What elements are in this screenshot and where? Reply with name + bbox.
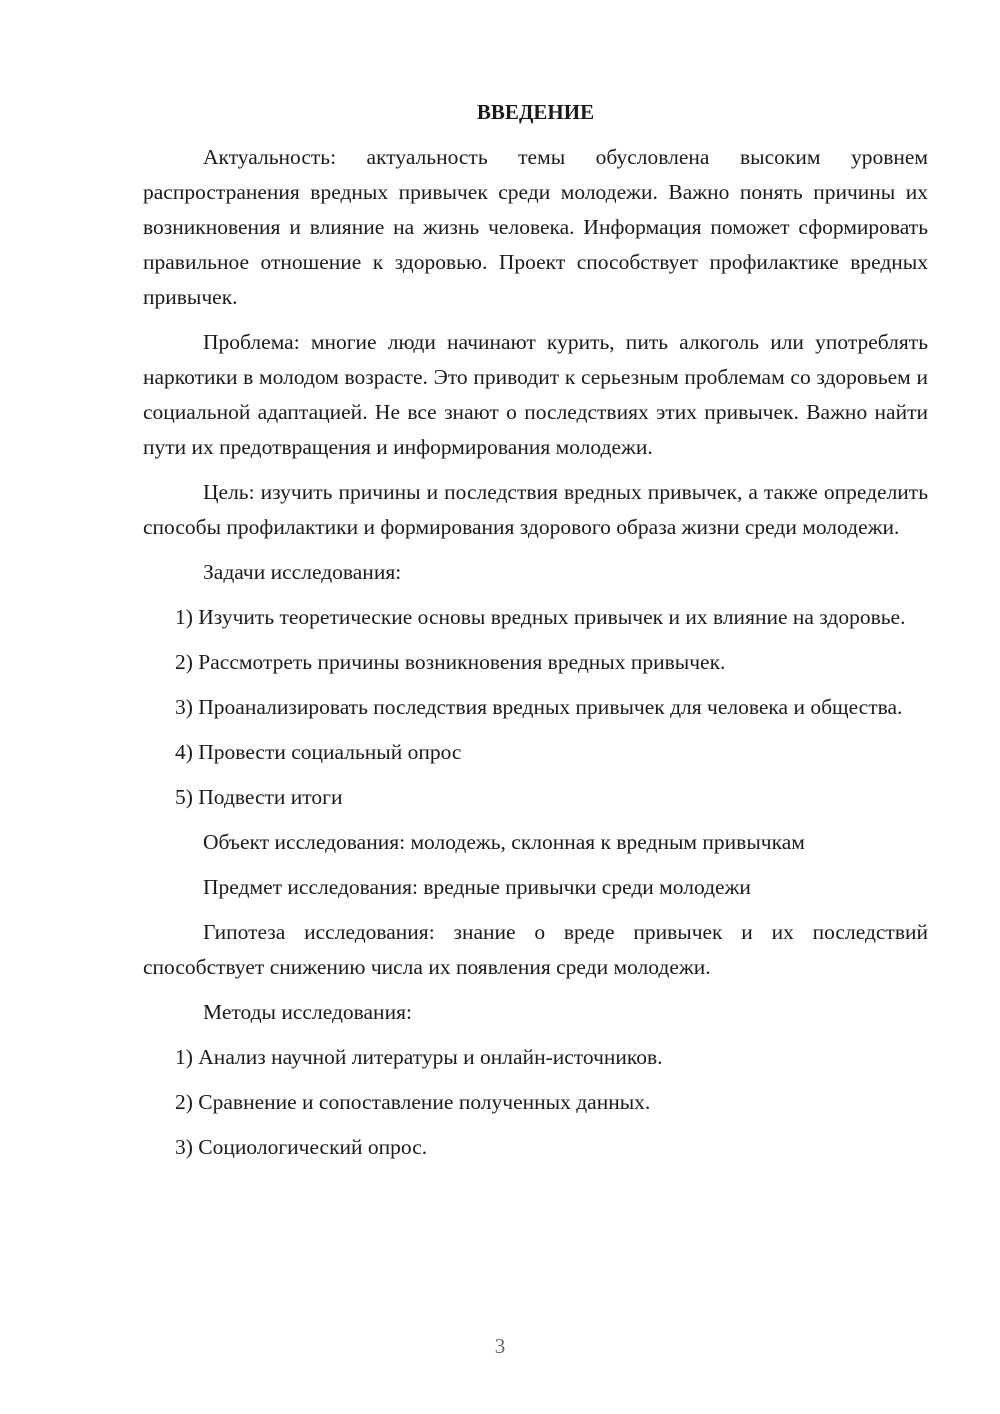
- method-item: 1) Анализ научной литературы и онлайн-источников.: [175, 1045, 663, 1069]
- task-item: 2) Рассмотреть причины возникновения вредных привычек.: [175, 650, 726, 674]
- research-subject: Предмет исследования: вредные привычки среди молодежи: [203, 875, 751, 899]
- research-object: Объект исследования: молодежь, склонная к вредным привычкам: [203, 830, 805, 854]
- methods-heading: Методы исследования:: [203, 1000, 412, 1024]
- page-content: [143, 95, 928, 1175]
- research-hypothesis: Гипотеза исследования: знание о вреде привычек и их последствий способствует снижению числа их появления среди молодежи.: [143, 920, 928, 979]
- relevance-paragraph: Актуальность: актуальность темы обусловлена высоким уровнем распространения вредных привычек среди молодежи. Важно понять причины их возникновения и влияние на жизнь человека. Информация поможет сформировать правильное отношение к здоровью. Проект способствует профилактике вредных привычек.: [143, 145, 928, 309]
- page-title: ВВЕДЕНИЕ: [476, 100, 595, 124]
- page-number: 3: [494, 1334, 506, 1358]
- task-item: 4) Провести социальный опрос: [175, 740, 462, 764]
- method-item: 3) Социологический опрос.: [175, 1135, 428, 1159]
- task-item: 5) Подвести итоги: [175, 785, 343, 809]
- task-item: 3) Проанализировать последствия вредных привычек для человека и общества.: [175, 695, 903, 719]
- method-item: 2) Сравнение и сопоставление полученных данных.: [175, 1090, 651, 1114]
- tasks-heading: Задачи исследования:: [203, 560, 402, 584]
- problem-paragraph: Проблема: многие люди начинают курить, пить алкоголь или употреблять наркотики в молодом возрасте. Это приводит к серьезным проблемам со здоровьем и социальной адаптацией. Не все знают о последствиях этих привычек. Важно найти пути их предотвращения и информирования молодежи.: [143, 330, 928, 459]
- task-item: 1) Изучить теоретические основы вредных привычек и их влияние на здоровье.: [175, 605, 906, 629]
- goal-paragraph: Цель: изучить причины и последствия вредных привычек, а также определить способы профилактики и формирования здорового образа жизни среди молодежи.: [143, 480, 928, 539]
